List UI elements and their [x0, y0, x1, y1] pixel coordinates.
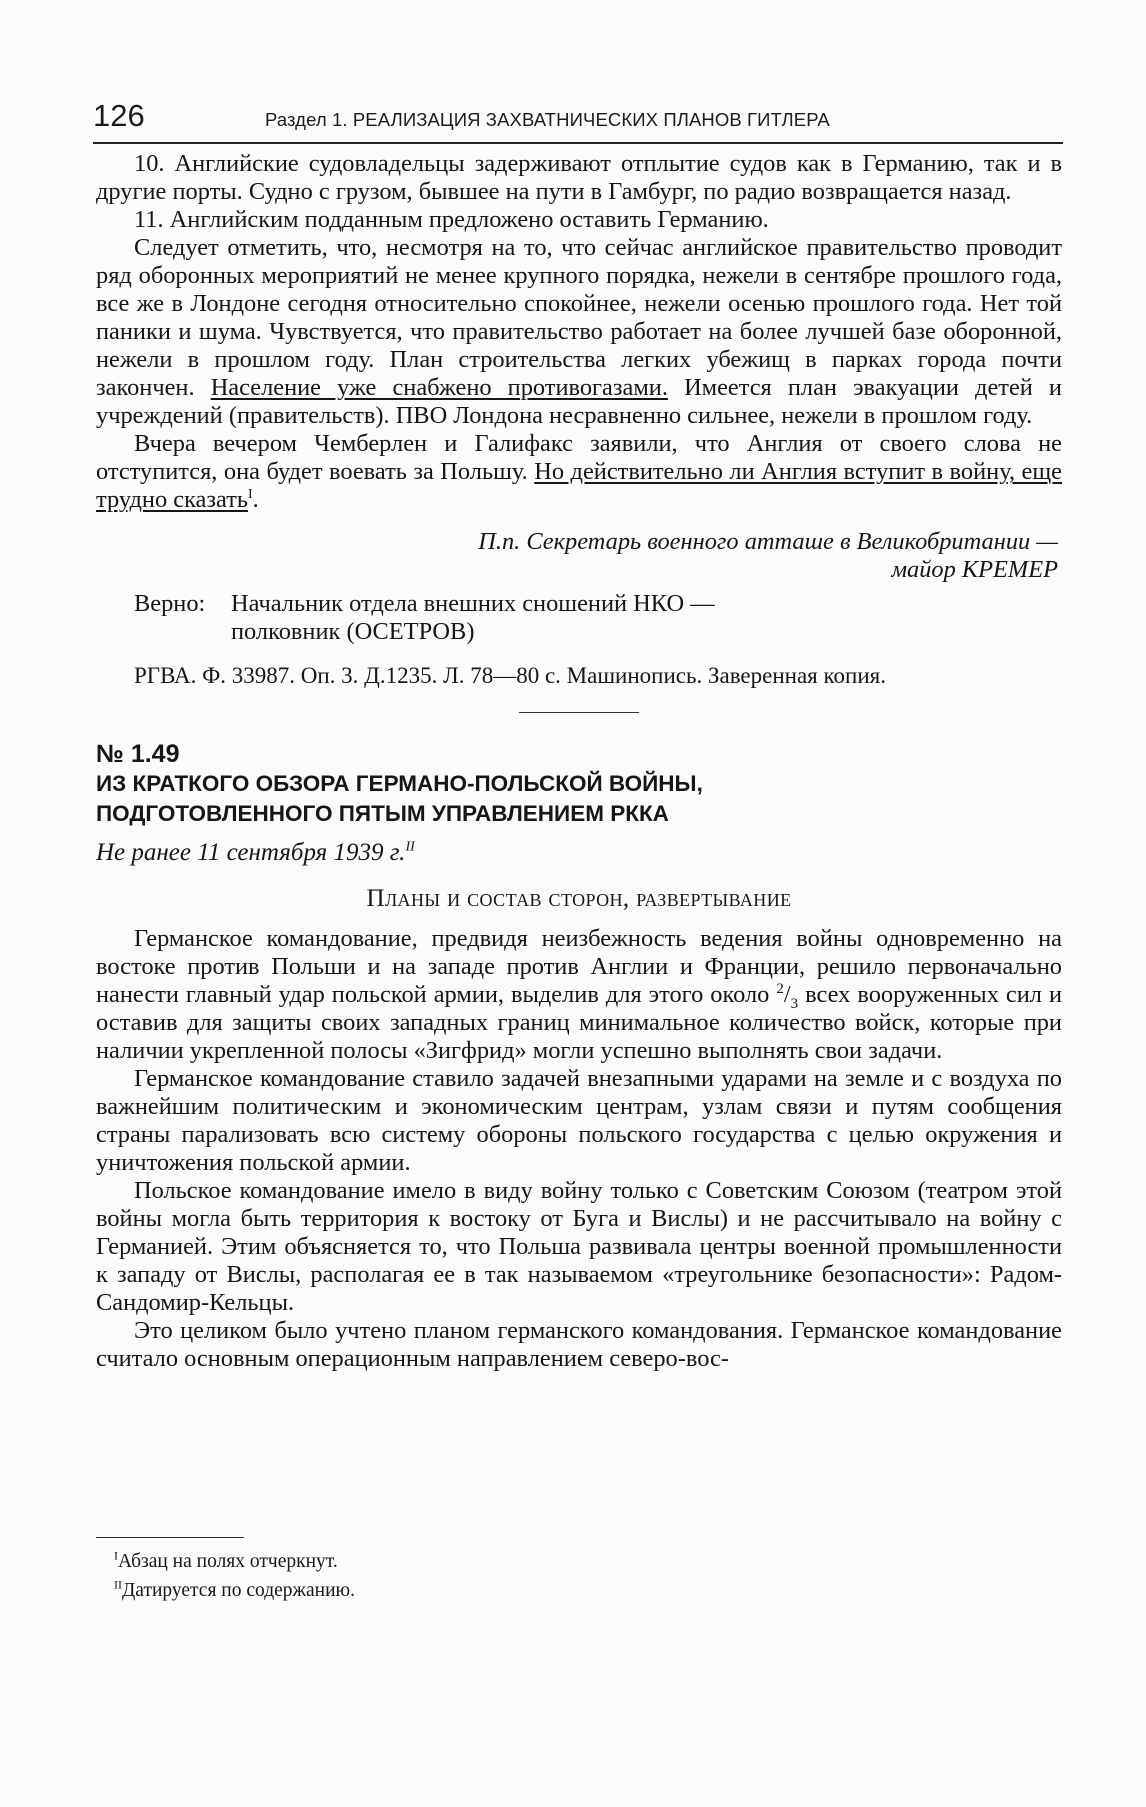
running-head: Раздел 1. РЕАЛИЗАЦИЯ ЗАХВАТНИЧЕСКИХ ПЛАНОВ ГИТЛЕРА — [265, 109, 830, 130]
footnotes — [114, 1547, 355, 1605]
document-paragraph: Это целиком было учтено планом германского командования. Германское командование считало основным операционным направлением северо-вос- — [96, 1317, 1062, 1372]
footnote-rule — [96, 1537, 244, 1538]
report-item-11: 11. Английским подданным предложено оставить Германию. — [134, 206, 769, 233]
report-paragraph — [96, 430, 1062, 514]
date-text: Не ранее 11 сентября 1939 г. — [96, 839, 406, 866]
paragraph-text: Следует отметить, что, несмотря на то, что сейчас английское правительство проводит ряд оборонных мероприятий не менее крупного порядка, нежели в сентябре прошлого года, все же в Лондоне сегодня относительно спокойнее, нежели осенью прошлого года. Нет той паники и шума. Чувствуется, что правительство работает на более лучшей базе оборонной, нежели в прошлом году. План строительства легких убежищ в парках города почти закончен. — [96, 234, 1062, 401]
paragraph-text: Имеется план эвакуации детей и учреждений (правительств). ПВО Лондона несравненно сильнее, нежели в прошлом году. — [96, 374, 1062, 429]
footnote-mark: II — [114, 1577, 122, 1592]
fraction-denominator: 3 — [790, 995, 799, 1012]
signature-line: П.п. Секретарь военного атташе в Великобритании — — [478, 528, 1058, 555]
section-divider — [519, 712, 639, 713]
page-header — [93, 96, 1063, 144]
verified-line: полковник (ОСЕТРОВ) — [231, 618, 475, 645]
document-date — [96, 839, 1062, 867]
document-paragraph: Германское командование ставило задачей внезапными ударами на земле и с воздуха по важнейшим политическим и экономическим центрам, узлам связи и путям сообщения страны парализовать всю систему обороны польского государства с целью окружения и уничтожения польской армии. — [96, 1065, 1062, 1176]
fraction-numerator: 2 — [776, 980, 784, 997]
footnote-text: Датируется по содержанию. — [122, 1580, 355, 1601]
document-title-line: ПОДГОТОВЛЕННОГО ПЯТЫМ УПРАВЛЕНИЕМ РККА — [96, 801, 669, 826]
verification-block — [96, 590, 1062, 646]
footnote-mark: I — [114, 1548, 118, 1563]
document-paragraph — [96, 925, 1062, 1065]
paragraph-text: всех вооруженных сил и оставив для защиты своих западных границ минимальное количество войск, которые при наличии укрепленной полосы «Зигфрид» могли успешно выполнять свои задачи. — [96, 981, 1063, 1064]
footnote-marker: II — [405, 839, 415, 855]
verified-line: Начальник отдела внешних сношений НКО — — [231, 590, 715, 617]
footnote-marker: I — [248, 486, 253, 502]
signature-block — [96, 528, 1062, 584]
page-body — [96, 150, 1062, 1373]
archive-reference: РГВА. Ф. 33987. Оп. 3. Д.1235. Л. 78—80 с. Машинопись. Заверенная копия. — [134, 663, 886, 688]
section-heading: Планы и состав сторон, развертывание — [366, 885, 792, 912]
underlined-text: Население уже снабжено противогазами. — [210, 374, 668, 401]
paragraph-text: Германское командование, предвидя неизбежность ведения войны одновременно на востоке против Польши и на западе против Англии и Франции, решило первоначально нанести главный удар польской армии, выделив для этого около — [96, 925, 1062, 1008]
report-paragraph — [96, 234, 1062, 430]
paragraph-text: Вчера вечером Чемберлен и Галифакс заявили, что Англия от своего слова не отступится, она будет воевать за Польшу. — [96, 430, 1062, 485]
underlined-text: Но действительно ли Англия вступит в войну, еще трудно сказать — [96, 458, 1062, 513]
footnote — [114, 1547, 355, 1576]
document-number: № 1.49 — [96, 740, 180, 768]
footnote-text: Абзац на полях отчеркнут. — [118, 1551, 338, 1572]
document-paragraph: Польское командование имело в виду войну только с Советским Союзом (театром этой войны могла быть территория к востоку от Буга и Вислы) и не рассчитывало на войну с Германией. Этим объясняется то, что Польша развивала центры военной промышленности к западу от Вислы, располагая ее в так называемом «треугольнике безопасности»: Радом-Сандомир-Кельцы. — [96, 1177, 1062, 1316]
verified-label: Верно: — [134, 590, 206, 617]
signature-line: майор КРЕМЕР — [891, 556, 1058, 583]
document-title-line: ИЗ КРАТКОГО ОБЗОРА ГЕРМАНО-ПОЛЬСКОЙ ВОЙНЫ, — [96, 771, 703, 796]
report-item-10: 10. Английские судовладельцы задерживают отплытие судов как в Германию, так и в другие порты. Судно с грузом, бывшее на пути в Гамбург, по радио возвращается назад. — [96, 150, 1062, 205]
paragraph-text: . — [252, 486, 259, 513]
footnote — [114, 1576, 355, 1605]
page-number: 126 — [93, 98, 145, 133]
fraction: $^2/_3$ — [776, 980, 799, 1012]
